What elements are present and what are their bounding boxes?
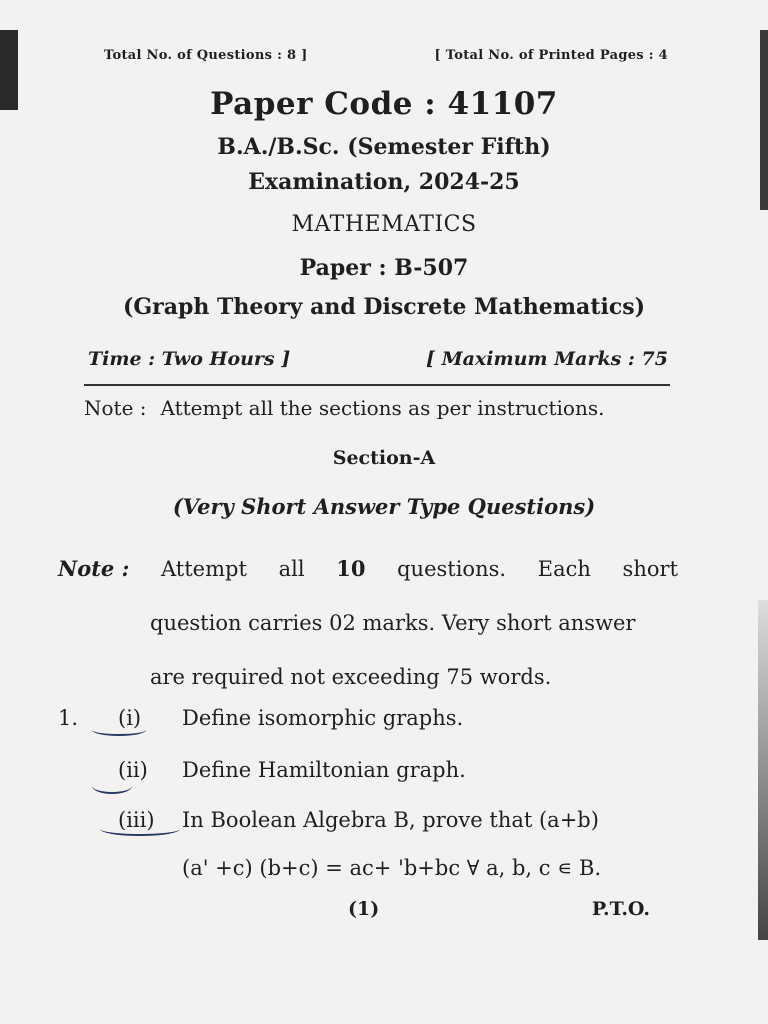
note-word-2: all	[278, 557, 305, 581]
question-label-iii: (iii)	[118, 808, 155, 832]
question-text-iii: In Boolean Algebra B, prove that (a+b)	[182, 808, 599, 832]
section-type	[0, 494, 768, 519]
section-note-label: Note :	[58, 556, 130, 581]
general-note-label: Note :	[84, 396, 147, 420]
general-note	[84, 396, 604, 420]
question-text-ii: Define Hamiltonian graph.	[182, 758, 466, 782]
question-1-ii	[118, 758, 466, 782]
examination-year: Examination, 2024-25	[248, 169, 520, 195]
section-note	[58, 542, 678, 704]
note-word-1: Attempt	[161, 557, 247, 581]
maximum-marks: [ Maximum Marks : 75	[425, 348, 668, 370]
section-heading: Section-A	[332, 447, 436, 469]
paper-number: Paper : B-507	[299, 255, 469, 281]
note-word-3: 10	[336, 556, 366, 581]
page-footer	[348, 898, 650, 920]
section-note-line-2: question carries 02 marks. Very short answer	[150, 611, 636, 635]
pen-mark-i	[92, 724, 146, 736]
section-note-line-1	[58, 542, 678, 596]
note-word-6: short	[622, 557, 678, 581]
section-type-text: (Very Short Answer Type Questions)	[172, 494, 596, 519]
time-marks-line	[88, 348, 668, 370]
page-shadow-right-lower	[758, 600, 768, 940]
question-1-iii-continued: (a' +c) (b+c) = ac+ 'b+bc ∀ a, b, c ∊ B.	[182, 856, 602, 880]
time-allowed: Time : Two Hours ]	[88, 348, 291, 370]
header-line	[104, 48, 668, 63]
question-1-iii	[118, 808, 599, 832]
pto-text: P.T.O.	[591, 898, 650, 920]
section-note-line-3: are required not exceeding 75 words.	[150, 665, 552, 689]
question-label-ii: (ii)	[118, 758, 148, 782]
page-number: (1)	[348, 898, 380, 920]
subject-name: MATHEMATICS	[291, 212, 477, 237]
question-number: 1.	[58, 706, 79, 730]
paper-code: Paper Code : 41107	[210, 86, 558, 122]
question-label-i: (i)	[118, 706, 142, 730]
divider-line	[84, 384, 670, 386]
course-name: B.A./B.Sc. (Semester Fifth)	[217, 134, 551, 160]
note-word-5: Each	[537, 557, 591, 581]
note-word-4: questions.	[397, 557, 507, 581]
total-pages: [ Total No. of Printed Pages : 4	[434, 48, 668, 63]
paper-title: (Graph Theory and Discrete Mathematics)	[122, 294, 646, 320]
total-questions: Total No. of Questions : 8 ]	[104, 48, 308, 63]
general-note-text: Attempt all the sections as per instructions.	[160, 396, 605, 420]
pen-mark-iii	[100, 822, 180, 836]
pen-mark-ii	[92, 778, 132, 794]
question-text-i: Define isomorphic graphs.	[182, 706, 464, 730]
